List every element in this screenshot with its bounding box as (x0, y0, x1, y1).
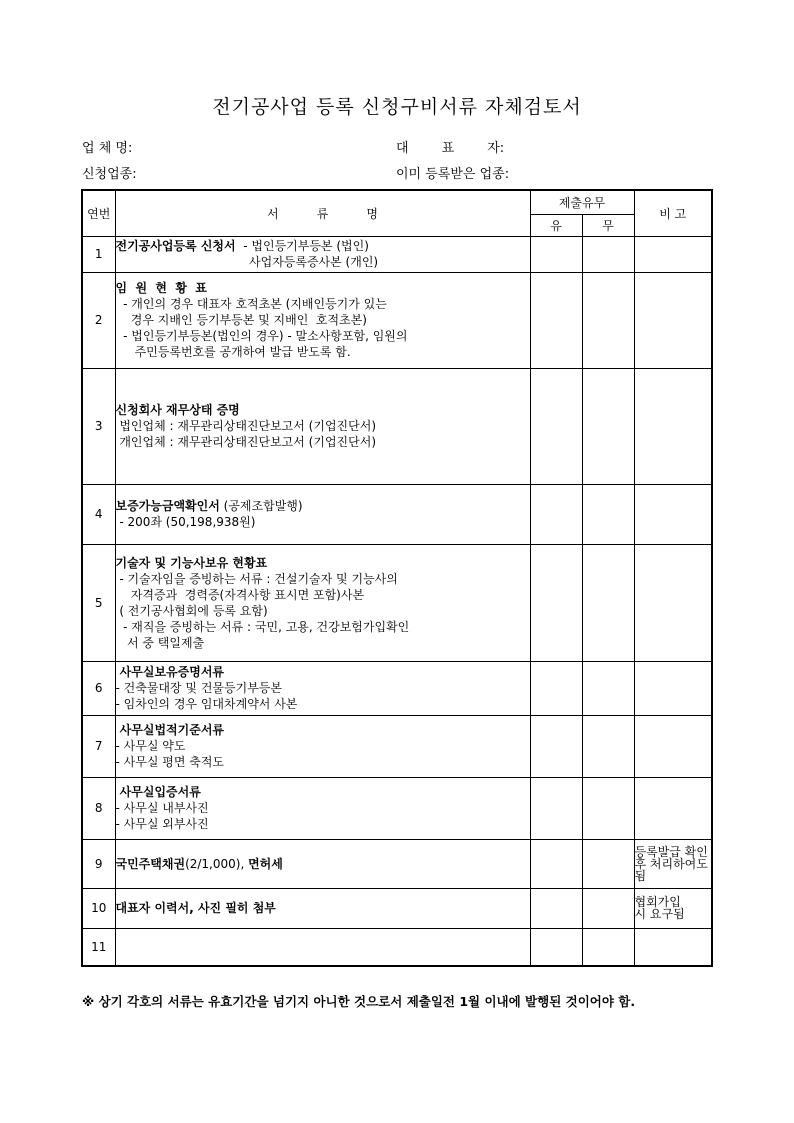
document-checklist-table (81, 189, 713, 967)
document-description (115, 236, 530, 272)
header-remark: 비 고 (634, 190, 712, 236)
submitted-yes-checkbox[interactable] (530, 715, 582, 777)
table-row (82, 544, 712, 661)
table-row (82, 888, 712, 928)
submitted-yes-checkbox[interactable] (530, 777, 582, 839)
document-description (115, 715, 530, 777)
company-name-label: 업 체 명: (82, 141, 133, 156)
table-row (82, 839, 712, 888)
document-title-text: 보증가능금액확인서 (115, 499, 220, 513)
document-line (116, 587, 530, 603)
document-detail-text: 개인업체 : 재무관리상태진단보고서 (기업진단서) (115, 435, 377, 449)
submitted-yes-checkbox[interactable] (530, 544, 582, 661)
submitted-yes-checkbox[interactable] (530, 272, 582, 368)
remark-cell (634, 839, 712, 888)
row-number: 5 (82, 544, 115, 661)
document-detail-text: 자격증과 경력증(자격사항 표시면 포함)사본 (115, 587, 365, 602)
header-document-name: 서 류 명 (115, 190, 530, 236)
document-title-text: 면허세 (248, 856, 283, 871)
document-line (116, 800, 530, 816)
submitted-no-checkbox[interactable] (582, 715, 634, 777)
remark-cell (634, 888, 712, 928)
document-title-text: 대표자 이력서, 사진 필히 첨부 (115, 901, 276, 915)
table-row (82, 368, 712, 484)
remark-cell (634, 777, 712, 839)
remark-cell (634, 715, 712, 777)
remark-cell (634, 272, 712, 368)
submitted-no-checkbox[interactable] (582, 368, 634, 484)
row-number: 3 (82, 368, 115, 484)
remark-cell (634, 484, 712, 544)
registered-category-label: 이미 등록받은 업종: (396, 167, 510, 182)
row-number: 1 (82, 236, 115, 272)
remark-line: 등록발급 확인 (634, 844, 708, 859)
document-detail-text: - 200좌 (50,198,938원) (115, 515, 256, 529)
row-number: 11 (82, 928, 115, 966)
document-detail-text: - 사무실 약도 (115, 739, 186, 753)
document-description (115, 368, 530, 484)
document-detail-text: (공제조합발행) (219, 499, 303, 513)
document-description (115, 544, 530, 661)
representative-label: 대 표 자: (396, 141, 505, 156)
document-line (116, 900, 530, 916)
document-description (115, 484, 530, 544)
document-line (116, 312, 530, 328)
document-line (116, 555, 530, 571)
document-line (116, 280, 530, 296)
remark-line: 후 처리하여도 (634, 856, 708, 871)
header-yes: 유 (530, 214, 582, 236)
document-line (116, 571, 530, 587)
document-detail-text: 사업자등록증사본 (개인) (115, 255, 379, 269)
document-line (116, 434, 530, 450)
document-line (116, 664, 530, 680)
submitted-yes-checkbox[interactable] (530, 888, 582, 928)
submitted-no-checkbox[interactable] (582, 888, 634, 928)
document-line (116, 696, 530, 712)
submitted-yes-checkbox[interactable] (530, 661, 582, 715)
table-row (82, 777, 712, 839)
document-description (115, 839, 530, 888)
row-number: 4 (82, 484, 115, 544)
document-line (116, 238, 530, 254)
row-number: 7 (82, 715, 115, 777)
document-detail-text: - 사무실 평면 축적도 (115, 755, 225, 769)
document-line (116, 816, 530, 832)
document-line (116, 498, 530, 514)
table-row (82, 236, 712, 272)
document-title-text: 사무실보유증명서류 (115, 665, 225, 679)
document-detail-text: - 임차인의 경우 임대차계약서 사본 (115, 697, 298, 711)
remark-line: 됨 (634, 868, 647, 883)
submitted-yes-checkbox[interactable] (530, 484, 582, 544)
document-line (116, 344, 530, 360)
document-line (116, 254, 530, 270)
header-no-mark: 무 (582, 214, 634, 236)
document-line (116, 856, 530, 872)
document-line (116, 738, 530, 754)
table-row (82, 661, 712, 715)
document-description (115, 928, 530, 966)
submitted-yes-checkbox[interactable] (530, 928, 582, 966)
document-detail-text: - 기술자임을 증빙하는 서류 : 건설기술자 및 기능사의 (115, 571, 398, 586)
remark-cell (634, 236, 712, 272)
row-number: 2 (82, 272, 115, 368)
submitted-yes-checkbox[interactable] (530, 839, 582, 888)
submitted-no-checkbox[interactable] (582, 928, 634, 966)
table-row (82, 715, 712, 777)
document-detail-text: - 사무실 내부사진 (115, 801, 209, 815)
table-row (82, 484, 712, 544)
document-detail-text: ( 전기공사협회에 등록 요함) (115, 603, 268, 618)
document-detail-text: (2/1,000), (185, 856, 249, 871)
document-detail-text: - 법인등기부등본(법인의 경우) - 말소사항포함, 임원의 (115, 329, 408, 343)
submitted-no-checkbox[interactable] (582, 777, 634, 839)
row-number: 6 (82, 661, 115, 715)
submitted-no-checkbox[interactable] (582, 661, 634, 715)
document-title-text: 기술자 및 기능사보유 현황표 (115, 555, 268, 570)
submitted-yes-checkbox[interactable] (530, 236, 582, 272)
document-detail-text: 경우 지배인 등기부등본 및 지배인 호적초본) (115, 313, 367, 327)
submitted-no-checkbox[interactable] (582, 544, 634, 661)
document-detail-text: - 재직을 증빙하는 서류 : 국민, 고용, 건강보험가입확인 (115, 619, 410, 634)
row-number: 9 (82, 839, 115, 888)
document-detail-text: - 법인등기부등본 (법인) (235, 239, 369, 253)
document-title-text: 사무실입증서류 (115, 785, 201, 799)
document-line (116, 296, 530, 312)
remark-line: 협회가입 (634, 895, 681, 909)
table-row (82, 928, 712, 966)
document-detail-text: - 건축물대장 및 건물등기부등본 (115, 681, 282, 695)
remark-cell (634, 661, 712, 715)
document-title-text: 사무실법적기준서류 (115, 723, 225, 737)
submitted-no-checkbox[interactable] (582, 236, 634, 272)
remark-cell (634, 368, 712, 484)
applied-category-label: 신청업종: (82, 167, 137, 182)
document-line (116, 722, 530, 738)
header-submitted: 제출유무 (530, 190, 634, 214)
row-number: 8 (82, 777, 115, 839)
document-line (116, 635, 530, 651)
document-detail-text: - 개인의 경우 대표자 호적초본 (지배인등기가 있는 (115, 297, 387, 311)
document-line (116, 603, 530, 619)
document-title-text: 신청회사 재무상태 증명 (115, 403, 240, 417)
footer-note: ※ 상기 각호의 서류는 유효기간을 넘기지 아니한 것으로서 제출일전 1월 이내에 발행된 것이어야 함. (82, 994, 636, 1009)
submitted-no-checkbox[interactable] (582, 484, 634, 544)
document-title-text: 임 원 현 황 표 (115, 281, 207, 295)
remark-cell (634, 544, 712, 661)
document-line (116, 784, 530, 800)
document-description (115, 661, 530, 715)
document-detail-text: - 사무실 외부사진 (115, 817, 209, 831)
document-detail-text: 주민등록번호를 공개하여 발급 받도록 함. (115, 345, 351, 359)
document-description (115, 777, 530, 839)
row-number: 10 (82, 888, 115, 928)
document-detail-text: 법인업체 : 재무관리상태진단보고서 (기업진단서) (115, 419, 377, 433)
remark-line: 시 요구됨 (634, 907, 685, 921)
document-line (116, 328, 530, 344)
document-line (116, 754, 530, 770)
header-no: 연번 (82, 190, 115, 236)
document-line (116, 680, 530, 696)
document-line (116, 418, 530, 434)
document-detail-text: 서 중 택일제출 (115, 635, 205, 650)
document-line (116, 619, 530, 635)
document-title: 전기공사업 등록 신청구비서류 자체검토서 (212, 96, 582, 118)
document-line (116, 514, 530, 530)
submitted-no-checkbox[interactable] (582, 839, 634, 888)
remark-cell (634, 928, 712, 966)
document-line (116, 402, 530, 418)
submitted-no-checkbox[interactable] (582, 272, 634, 368)
submitted-yes-checkbox[interactable] (530, 368, 582, 484)
document-description (115, 888, 530, 928)
table-row (82, 272, 712, 368)
document-title-text: 전기공사업등록 신청서 (115, 239, 236, 253)
document-description (115, 272, 530, 368)
document-title-text: 국민주택채권 (115, 856, 186, 871)
